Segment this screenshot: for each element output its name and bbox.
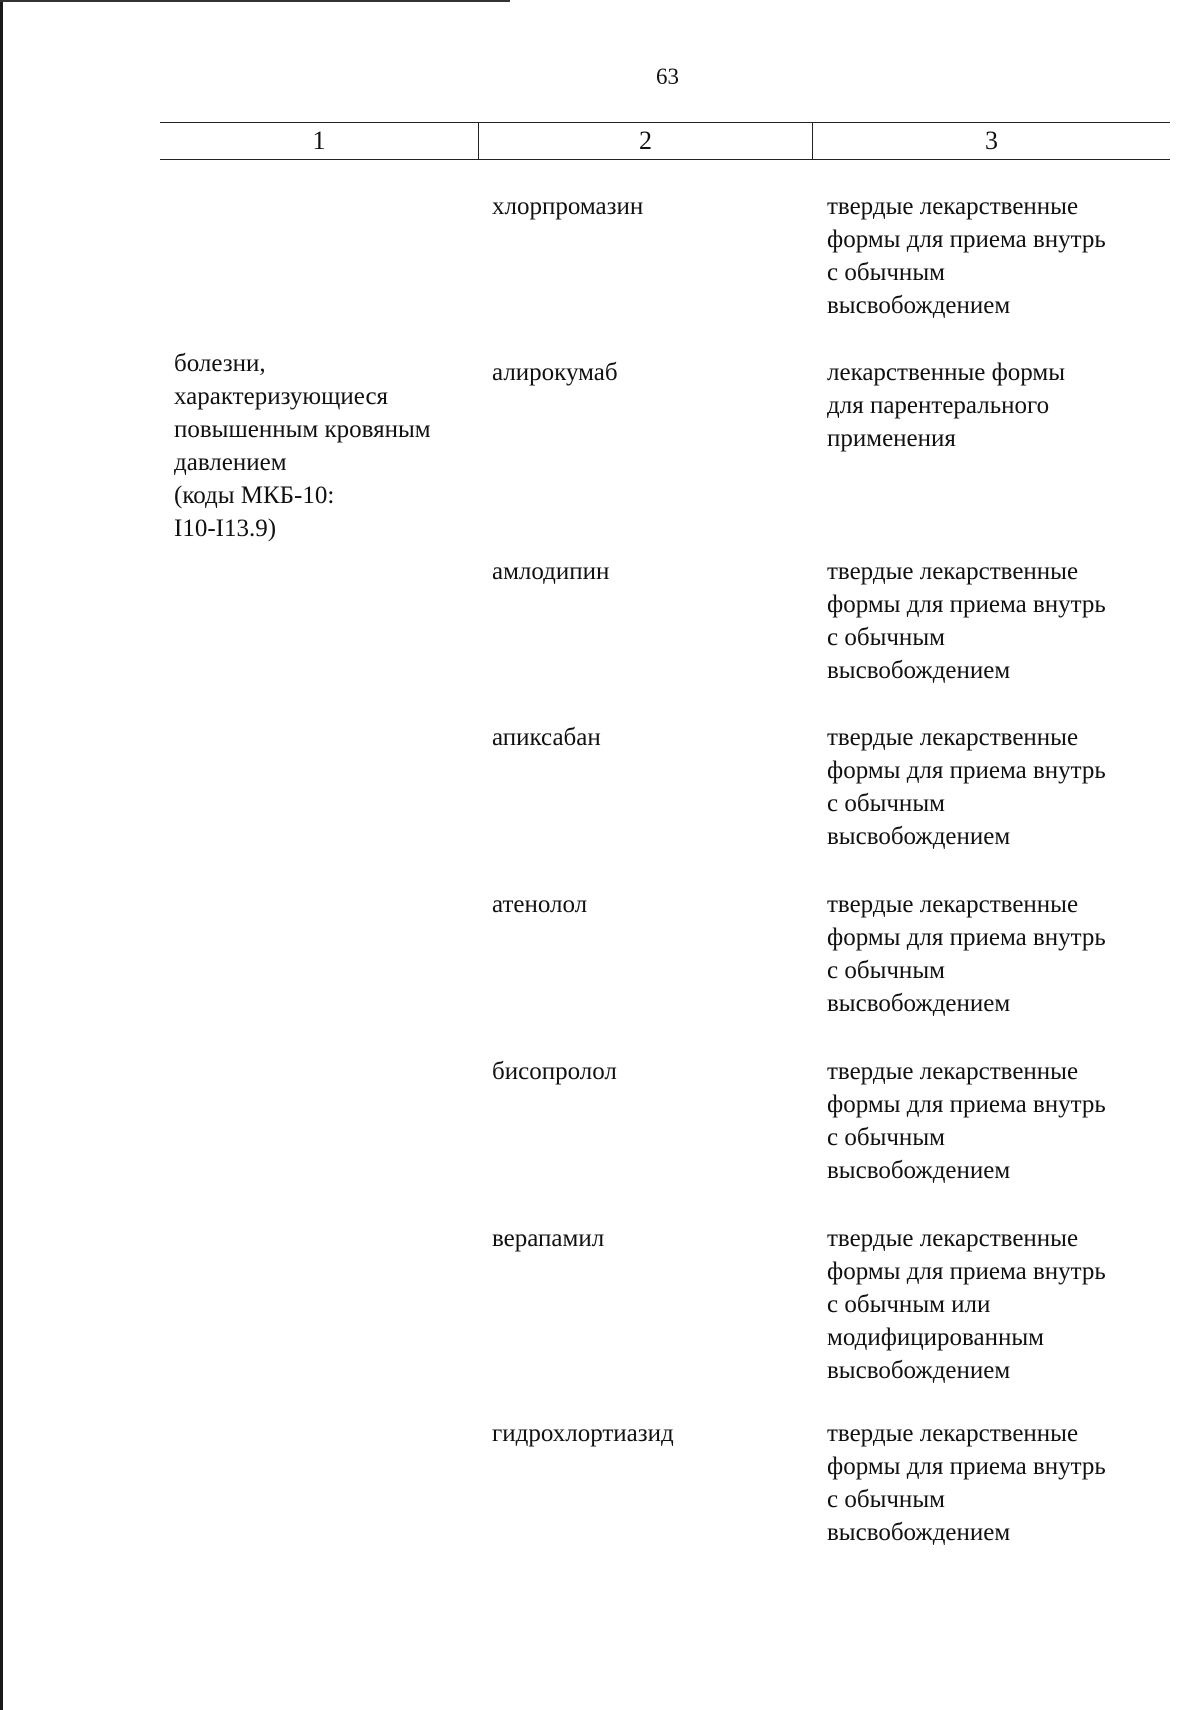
drug-name: амлодипин bbox=[492, 558, 610, 585]
table-header bbox=[160, 122, 1170, 160]
dosage-form: твердые лекарственные формы для приема внутрь с обычным высвобождением bbox=[827, 891, 1106, 1017]
header-col-2: 2 bbox=[479, 123, 813, 159]
drug-name: алирокумаб bbox=[492, 359, 618, 386]
page-number: 63 bbox=[656, 64, 679, 89]
drug-name: хлорпромазин bbox=[492, 193, 644, 220]
drug-name: апиксабан bbox=[492, 724, 601, 751]
drug-name: атенолол bbox=[492, 891, 588, 918]
scan-top-edge bbox=[0, 0, 510, 2]
dosage-form: твердые лекарственные формы для приема внутрь с обычным высвобождением bbox=[827, 1420, 1106, 1546]
header-col-1: 1 bbox=[160, 123, 479, 159]
scan-left-edge bbox=[0, 0, 3, 1710]
dosage-form: твердые лекарственные формы для приема внутрь с обычным высвобождением bbox=[827, 1058, 1106, 1184]
dosage-form: твердые лекарственные формы для приема внутрь с обычным высвобождением bbox=[827, 724, 1106, 850]
disease-group-cell: болезни, характеризующиеся повышенным кровяным давлением (коды МКБ-10: I10-I13.9) bbox=[174, 350, 431, 542]
dosage-form: твердые лекарственные формы для приема внутрь с обычным высвобождением bbox=[827, 193, 1106, 319]
drug-name: бисопролол bbox=[492, 1058, 617, 1085]
header-col-3: 3 bbox=[985, 126, 998, 155]
dosage-form: твердые лекарственные формы для приема внутрь с обычным высвобождением bbox=[827, 558, 1106, 684]
dosage-form: лекарственные формы для парентерального применения bbox=[827, 359, 1066, 452]
dosage-form: твердые лекарственные формы для приема внутрь с обычным или модифицированным высвобождением bbox=[827, 1225, 1106, 1384]
drug-name: гидрохлортиазид bbox=[492, 1420, 674, 1447]
drug-name: верапамил bbox=[492, 1225, 605, 1252]
